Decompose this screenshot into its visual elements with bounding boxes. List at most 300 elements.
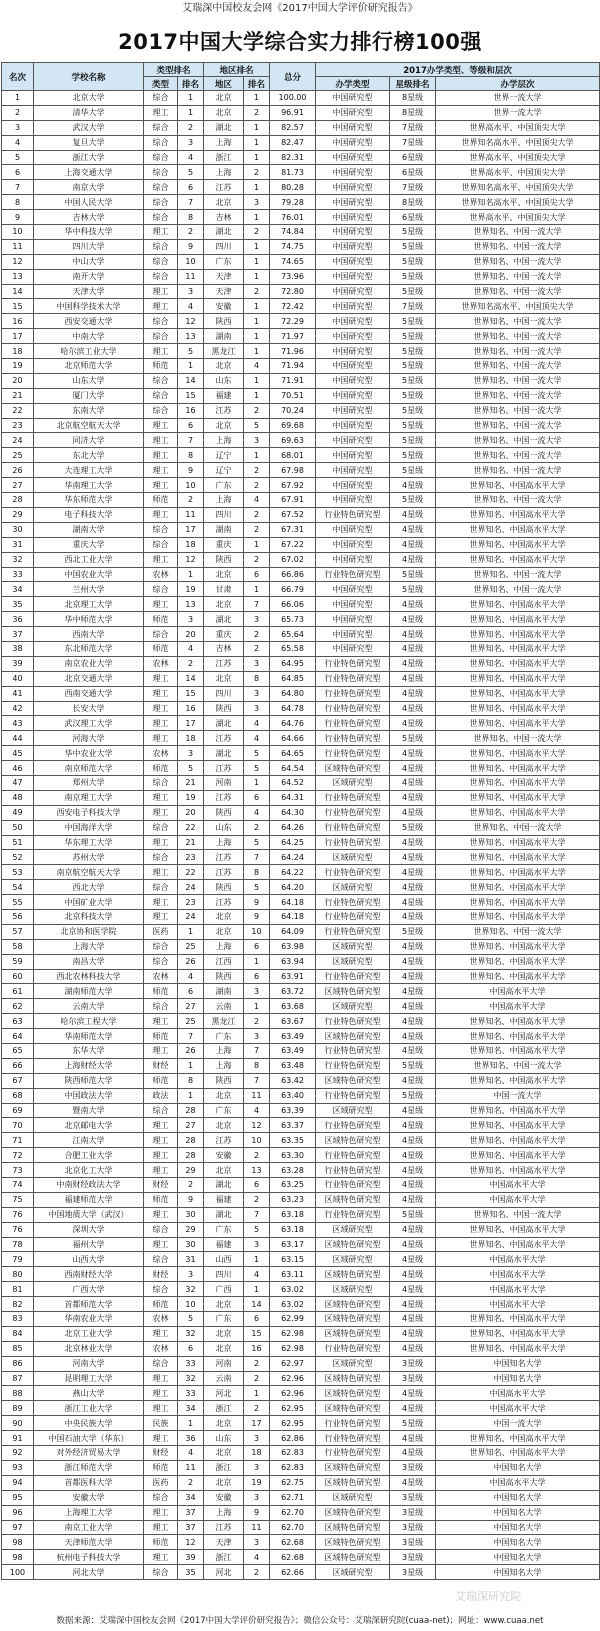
- school-name-cell: 南京工业大学: [34, 1520, 144, 1535]
- table-row: [2, 463, 600, 478]
- level-cell: 世界知名、中国高水平大学: [436, 895, 600, 910]
- region-rank-cell: 13: [244, 1163, 270, 1178]
- star-cell: 6星级: [390, 150, 436, 165]
- star-cell: 4星级: [390, 1163, 436, 1178]
- type-cell: 综合: [144, 195, 178, 210]
- region-cell: 江苏: [204, 180, 244, 195]
- level-cell: 世界知名、中国高水平大学: [436, 939, 600, 954]
- region-cell: 云南: [204, 999, 244, 1014]
- type-cell: 综合: [144, 775, 178, 790]
- level-cell: 中国高水平大学: [436, 984, 600, 999]
- school-type-cell: 区域研究型: [316, 999, 390, 1014]
- school-type-cell: 区域研究型: [316, 775, 390, 790]
- school-type-cell: 中国研究型: [316, 612, 390, 627]
- star-cell: 5星级: [390, 373, 436, 388]
- region-cell: 上海: [204, 433, 244, 448]
- rank-cell: 93: [2, 1460, 34, 1475]
- rank-cell: 81: [2, 1282, 34, 1297]
- type-cell: 理工: [144, 1505, 178, 1520]
- rank-cell: 69: [2, 1103, 34, 1118]
- region-rank-cell: 2: [244, 627, 270, 642]
- total-score-cell: 64.80: [270, 686, 316, 701]
- level-cell: 世界知名、中国高水平大学: [436, 627, 600, 642]
- star-cell: 4星级: [390, 1014, 436, 1029]
- school-type-cell: 区域特色研究型: [316, 1475, 390, 1490]
- type-cell: 师范: [144, 984, 178, 999]
- level-cell: 世界知名、中国高水平大学: [436, 1118, 600, 1133]
- school-type-cell: 中国研究型: [316, 269, 390, 284]
- region-cell: 山东: [204, 373, 244, 388]
- rank-cell: 83: [2, 1312, 34, 1327]
- region-cell: 北京: [204, 1163, 244, 1178]
- region-cell: 湖北: [204, 1207, 244, 1222]
- school-type-cell: 中国研究型: [316, 105, 390, 120]
- type-rank-cell: 11: [178, 269, 204, 284]
- star-cell: 5星级: [390, 1416, 436, 1431]
- type-rank-cell: 33: [178, 1386, 204, 1401]
- school-type-cell: 区域特色研究型: [316, 1386, 390, 1401]
- region-rank-cell: 14: [244, 1297, 270, 1312]
- star-cell: 4星级: [390, 1401, 436, 1416]
- region-cell: 辽宁: [204, 463, 244, 478]
- region-rank-cell: 7: [244, 1073, 270, 1088]
- region-cell: 河南: [204, 1356, 244, 1371]
- school-name-cell: 福州大学: [34, 1237, 144, 1252]
- type-rank-cell: 30: [178, 1237, 204, 1252]
- total-score-cell: 62.66: [270, 1565, 316, 1580]
- school-name-cell: 深圳大学: [34, 1222, 144, 1237]
- type-cell: 理工: [144, 1326, 178, 1341]
- school-type-cell: 行业特色研究型: [316, 701, 390, 716]
- level-cell: 世界高水平、中国顶尖大学: [436, 120, 600, 135]
- region-cell: 上海: [204, 1505, 244, 1520]
- school-name-cell: 北京工业大学: [34, 1326, 144, 1341]
- table-row: [2, 1475, 600, 1490]
- school-type-cell: 中国研究型: [316, 314, 390, 329]
- region-rank-cell: 5: [244, 418, 270, 433]
- type-cell: 综合: [144, 999, 178, 1014]
- level-cell: 世界知名、中国一流大学: [436, 1207, 600, 1222]
- region-rank-cell: 4: [244, 1550, 270, 1565]
- rank-cell: 57: [2, 924, 34, 939]
- region-rank-cell: 3: [244, 1237, 270, 1252]
- table-row: [2, 1431, 600, 1446]
- table-row: [2, 656, 600, 671]
- type-rank-cell: 34: [178, 1490, 204, 1505]
- region-rank-cell: 2: [244, 463, 270, 478]
- table-row: [2, 493, 600, 508]
- region-cell: 上海: [204, 165, 244, 180]
- school-name-cell: 东南大学: [34, 403, 144, 418]
- region-rank-cell: 4: [244, 805, 270, 820]
- type-rank-cell: 19: [178, 582, 204, 597]
- region-rank-cell: 2: [244, 507, 270, 522]
- total-score-cell: 63.11: [270, 1267, 316, 1282]
- type-rank-cell: 11: [178, 1460, 204, 1475]
- rank-cell: 48: [2, 790, 34, 805]
- region-cell: 北京: [204, 91, 244, 106]
- region-cell: 湖南: [204, 329, 244, 344]
- level-cell: 世界知名、中国一流大学: [436, 582, 600, 597]
- school-type-cell: 中国研究型: [316, 403, 390, 418]
- type-cell: 理工: [144, 552, 178, 567]
- region-rank-cell: 3: [244, 1431, 270, 1446]
- school-name-cell: 上海交通大学: [34, 165, 144, 180]
- region-cell: 河南: [204, 775, 244, 790]
- school-name-cell: 华东理工大学: [34, 835, 144, 850]
- rank-cell: 66: [2, 1058, 34, 1073]
- type-rank-cell: 19: [178, 790, 204, 805]
- total-score-cell: 64.09: [270, 924, 316, 939]
- table-row: [2, 1565, 600, 1580]
- region-cell: 北京: [204, 105, 244, 120]
- level-cell: 世界知名高水平、中国顶尖大学: [436, 135, 600, 150]
- table-row: [2, 597, 600, 612]
- school-name-cell: 上海财经大学: [34, 1058, 144, 1073]
- total-score-cell: 64.24: [270, 850, 316, 865]
- type-rank-cell: 10: [178, 1297, 204, 1312]
- type-rank-cell: 29: [178, 1222, 204, 1237]
- region-cell: 浙江: [204, 1401, 244, 1416]
- school-type-cell: 中国研究型: [316, 359, 390, 374]
- table-row: [2, 239, 600, 254]
- table-row: [2, 1192, 600, 1207]
- rank-cell: 32: [2, 552, 34, 567]
- type-cell: 农林: [144, 1341, 178, 1356]
- type-cell: 农林: [144, 746, 178, 761]
- region-cell: 甘肃: [204, 582, 244, 597]
- star-cell: 4星级: [390, 1341, 436, 1356]
- school-type-cell: 中国研究型: [316, 254, 390, 269]
- star-cell: 5星级: [390, 1088, 436, 1103]
- rank-cell: 25: [2, 448, 34, 463]
- level-cell: 世界知名、中国高水平大学: [436, 1103, 600, 1118]
- table-row: [2, 746, 600, 761]
- rank-cell: 97: [2, 1520, 34, 1535]
- rank-cell: 24: [2, 433, 34, 448]
- school-name-cell: 四川大学: [34, 239, 144, 254]
- region-cell: 吉林: [204, 641, 244, 656]
- type-cell: 理工: [144, 597, 178, 612]
- total-score-cell: 64.31: [270, 790, 316, 805]
- table-row: [2, 537, 600, 552]
- region-cell: 上海: [204, 493, 244, 508]
- rank-cell: 42: [2, 701, 34, 716]
- school-type-cell: 行业特色研究型: [316, 895, 390, 910]
- region-rank-cell: 5: [244, 761, 270, 776]
- level-cell: 中国知名大学: [436, 1535, 600, 1550]
- school-name-cell: 清华大学: [34, 105, 144, 120]
- total-score-cell: 63.49: [270, 1029, 316, 1044]
- school-name-cell: 河海大学: [34, 731, 144, 746]
- region-rank-cell: 2: [244, 403, 270, 418]
- table-row: [2, 1356, 600, 1371]
- region-cell: 湖北: [204, 120, 244, 135]
- region-rank-cell: 5: [244, 880, 270, 895]
- rank-cell: 74: [2, 1178, 34, 1193]
- region-rank-cell: 1: [244, 180, 270, 195]
- rank-cell: 96: [2, 1505, 34, 1520]
- table-row: [2, 1326, 600, 1341]
- type-cell: 理工: [144, 1550, 178, 1565]
- rank-cell: 75: [2, 1192, 34, 1207]
- type-cell: 理工: [144, 1163, 178, 1178]
- star-cell: 5星级: [390, 239, 436, 254]
- rank-cell: 5: [2, 150, 34, 165]
- rank-cell: 6: [2, 165, 34, 180]
- type-rank-cell: 2: [178, 225, 204, 240]
- type-rank-cell: 28: [178, 1133, 204, 1148]
- region-rank-cell: 2: [244, 641, 270, 656]
- total-score-cell: 62.98: [270, 1341, 316, 1356]
- type-cell: 医药: [144, 924, 178, 939]
- table-row: [2, 969, 600, 984]
- rank-cell: 65: [2, 1044, 34, 1059]
- star-cell: 5星级: [390, 329, 436, 344]
- total-score-cell: 64.95: [270, 656, 316, 671]
- rank-cell: 1: [2, 91, 34, 106]
- type-cell: 理工: [144, 478, 178, 493]
- school-name-cell: 首都医科大学: [34, 1475, 144, 1490]
- type-rank-cell: 2: [178, 656, 204, 671]
- star-cell: 4星级: [390, 1133, 436, 1148]
- type-cell: 综合: [144, 120, 178, 135]
- total-score-cell: 62.68: [270, 1550, 316, 1565]
- level-cell: 世界知名、中国高水平大学: [436, 909, 600, 924]
- rank-cell: 20: [2, 373, 34, 388]
- level-cell: 世界知名、中国高水平大学: [436, 716, 600, 731]
- table-row: [2, 999, 600, 1014]
- school-name-cell: 中国矿业大学: [34, 895, 144, 910]
- school-type-cell: 行业特色研究型: [316, 924, 390, 939]
- region-rank-cell: 2: [244, 820, 270, 835]
- region-rank-cell: 3: [244, 686, 270, 701]
- header-type: 类型: [144, 77, 178, 91]
- region-rank-cell: 11: [244, 1088, 270, 1103]
- school-type-cell: 行业特色研究型: [316, 1416, 390, 1431]
- school-type-cell: 中国研究型: [316, 493, 390, 508]
- type-cell: 财经: [144, 1446, 178, 1461]
- total-score-cell: 74.84: [270, 225, 316, 240]
- type-cell: 理工: [144, 1431, 178, 1446]
- type-rank-cell: 10: [178, 254, 204, 269]
- type-cell: 理工: [144, 731, 178, 746]
- region-cell: 湖南: [204, 984, 244, 999]
- region-cell: 湖北: [204, 1178, 244, 1193]
- table-row: [2, 1446, 600, 1461]
- school-type-cell: 行业特色研究型: [316, 790, 390, 805]
- region-cell: 湖北: [204, 612, 244, 627]
- type-cell: 财经: [144, 1058, 178, 1073]
- region-rank-cell: 2: [244, 552, 270, 567]
- type-cell: 师范: [144, 1460, 178, 1475]
- region-cell: 江苏: [204, 403, 244, 418]
- star-cell: 7星级: [390, 135, 436, 150]
- level-cell: 中国高水平大学: [436, 1297, 600, 1312]
- rank-cell: 62: [2, 999, 34, 1014]
- school-name-cell: 中国科学技术大学: [34, 299, 144, 314]
- type-cell: 理工: [144, 1520, 178, 1535]
- table-row: [2, 865, 600, 880]
- school-type-cell: 行业特色研究型: [316, 686, 390, 701]
- rank-cell: 67: [2, 1073, 34, 1088]
- type-rank-cell: 6: [178, 180, 204, 195]
- total-score-cell: 62.97: [270, 1356, 316, 1371]
- star-cell: 3星级: [390, 1371, 436, 1386]
- region-cell: 陕西: [204, 1073, 244, 1088]
- type-rank-cell: 3: [178, 135, 204, 150]
- rank-cell: 12: [2, 254, 34, 269]
- total-score-cell: 63.02: [270, 1297, 316, 1312]
- region-cell: 北京: [204, 1475, 244, 1490]
- region-rank-cell: 1: [244, 239, 270, 254]
- header-school: 学校名称: [34, 63, 144, 91]
- school-type-cell: 区域研究型: [316, 1282, 390, 1297]
- region-cell: 四川: [204, 239, 244, 254]
- total-score-cell: 63.18: [270, 1207, 316, 1222]
- table-row: [2, 612, 600, 627]
- star-cell: 6星级: [390, 165, 436, 180]
- rank-cell: 68: [2, 1088, 34, 1103]
- total-score-cell: 64.22: [270, 865, 316, 880]
- type-cell: 理工: [144, 865, 178, 880]
- school-type-cell: 中国研究型: [316, 210, 390, 225]
- total-score-cell: 100.00: [270, 91, 316, 106]
- table-row: [2, 641, 600, 656]
- table-row: [2, 1148, 600, 1163]
- star-cell: 5星级: [390, 388, 436, 403]
- rank-cell: 100: [2, 1565, 34, 1580]
- level-cell: 中国知名大学: [436, 1460, 600, 1475]
- school-type-cell: 中国研究型: [316, 195, 390, 210]
- school-name-cell: 华南师范大学: [34, 1029, 144, 1044]
- region-rank-cell: 6: [244, 969, 270, 984]
- type-cell: 理工: [144, 1133, 178, 1148]
- type-cell: 综合: [144, 1222, 178, 1237]
- ranking-table-wrapper: [1, 62, 599, 1580]
- total-score-cell: 82.31: [270, 150, 316, 165]
- region-rank-cell: 2: [244, 1401, 270, 1416]
- total-score-cell: 67.92: [270, 478, 316, 493]
- type-rank-cell: 15: [178, 686, 204, 701]
- rank-cell: 8: [2, 195, 34, 210]
- level-cell: 中国高水平大学: [436, 1252, 600, 1267]
- level-cell: 世界知名、中国一流大学: [436, 731, 600, 746]
- type-rank-cell: 10: [178, 478, 204, 493]
- region-cell: 浙江: [204, 1460, 244, 1475]
- level-cell: 世界知名、中国高水平大学: [436, 775, 600, 790]
- total-score-cell: 82.47: [270, 135, 316, 150]
- rank-cell: 11: [2, 239, 34, 254]
- total-score-cell: 69.63: [270, 433, 316, 448]
- level-cell: 世界知名高水平、中国顶尖大学: [436, 195, 600, 210]
- school-name-cell: 郑州大学: [34, 775, 144, 790]
- header-star: 星级排名: [390, 77, 436, 91]
- type-rank-cell: 24: [178, 880, 204, 895]
- total-score-cell: 64.25: [270, 835, 316, 850]
- region-rank-cell: 1: [244, 582, 270, 597]
- star-cell: 4星级: [390, 656, 436, 671]
- table-row: [2, 924, 600, 939]
- region-cell: 陕西: [204, 880, 244, 895]
- level-cell: 中国一流大学: [436, 1416, 600, 1431]
- school-name-cell: 武汉大学: [34, 120, 144, 135]
- star-cell: 4星级: [390, 522, 436, 537]
- school-name-cell: 西安交通大学: [34, 314, 144, 329]
- level-cell: 世界知名、中国高水平大学: [436, 656, 600, 671]
- type-rank-cell: 3: [178, 612, 204, 627]
- table-row: [2, 522, 600, 537]
- school-type-cell: 中国研究型: [316, 135, 390, 150]
- level-cell: 中国一流大学: [436, 1088, 600, 1103]
- header-region-rank: 排名: [244, 77, 270, 91]
- type-rank-cell: 4: [178, 150, 204, 165]
- school-name-cell: 西安电子科技大学: [34, 805, 144, 820]
- region-cell: 上海: [204, 1058, 244, 1073]
- school-type-cell: 中国研究型: [316, 641, 390, 656]
- table-row: [2, 895, 600, 910]
- total-score-cell: 70.51: [270, 388, 316, 403]
- total-score-cell: 63.94: [270, 954, 316, 969]
- region-rank-cell: 3: [244, 612, 270, 627]
- type-cell: 理工: [144, 448, 178, 463]
- type-rank-cell: 27: [178, 1118, 204, 1133]
- rank-cell: 47: [2, 775, 34, 790]
- school-type-cell: 行业特色研究型: [316, 1148, 390, 1163]
- rank-cell: 33: [2, 567, 34, 582]
- school-name-cell: 对外经济贸易大学: [34, 1446, 144, 1461]
- school-type-cell: 行业特色研究型: [316, 835, 390, 850]
- level-cell: 世界知名高水平、中国顶尖大学: [436, 299, 600, 314]
- level-cell: 世界知名、中国高水平大学: [436, 969, 600, 984]
- region-rank-cell: 5: [244, 835, 270, 850]
- region-cell: 安徽: [204, 1148, 244, 1163]
- type-cell: 综合: [144, 1490, 178, 1505]
- region-rank-cell: 4: [244, 1103, 270, 1118]
- table-row: [2, 761, 600, 776]
- table-row: [2, 225, 600, 240]
- star-cell: 5星级: [390, 493, 436, 508]
- table-row: [2, 91, 600, 106]
- region-rank-cell: 17: [244, 1416, 270, 1431]
- level-cell: 世界知名、中国高水平大学: [436, 1073, 600, 1088]
- rank-cell: 95: [2, 1490, 34, 1505]
- region-cell: 北京: [204, 1118, 244, 1133]
- type-cell: 综合: [144, 537, 178, 552]
- star-cell: 4星级: [390, 1237, 436, 1252]
- star-cell: 4星级: [390, 1282, 436, 1297]
- rank-cell: 44: [2, 731, 34, 746]
- school-type-cell: 行业特色研究型: [316, 1163, 390, 1178]
- region-cell: 江苏: [204, 1133, 244, 1148]
- region-rank-cell: 4: [244, 493, 270, 508]
- school-type-cell: 区域特色研究型: [316, 761, 390, 776]
- total-score-cell: 72.42: [270, 299, 316, 314]
- rank-cell: 76: [2, 1222, 34, 1237]
- total-score-cell: 63.02: [270, 1282, 316, 1297]
- region-rank-cell: 5: [244, 1222, 270, 1237]
- star-cell: 5星级: [390, 344, 436, 359]
- star-cell: 5星级: [390, 463, 436, 478]
- total-score-cell: 67.22: [270, 537, 316, 552]
- type-cell: 理工: [144, 1401, 178, 1416]
- type-rank-cell: 1: [178, 91, 204, 106]
- total-score-cell: 66.79: [270, 582, 316, 597]
- rank-cell: 98: [2, 1535, 34, 1550]
- table-row: [2, 433, 600, 448]
- region-rank-cell: 2: [244, 165, 270, 180]
- region-rank-cell: 1: [244, 388, 270, 403]
